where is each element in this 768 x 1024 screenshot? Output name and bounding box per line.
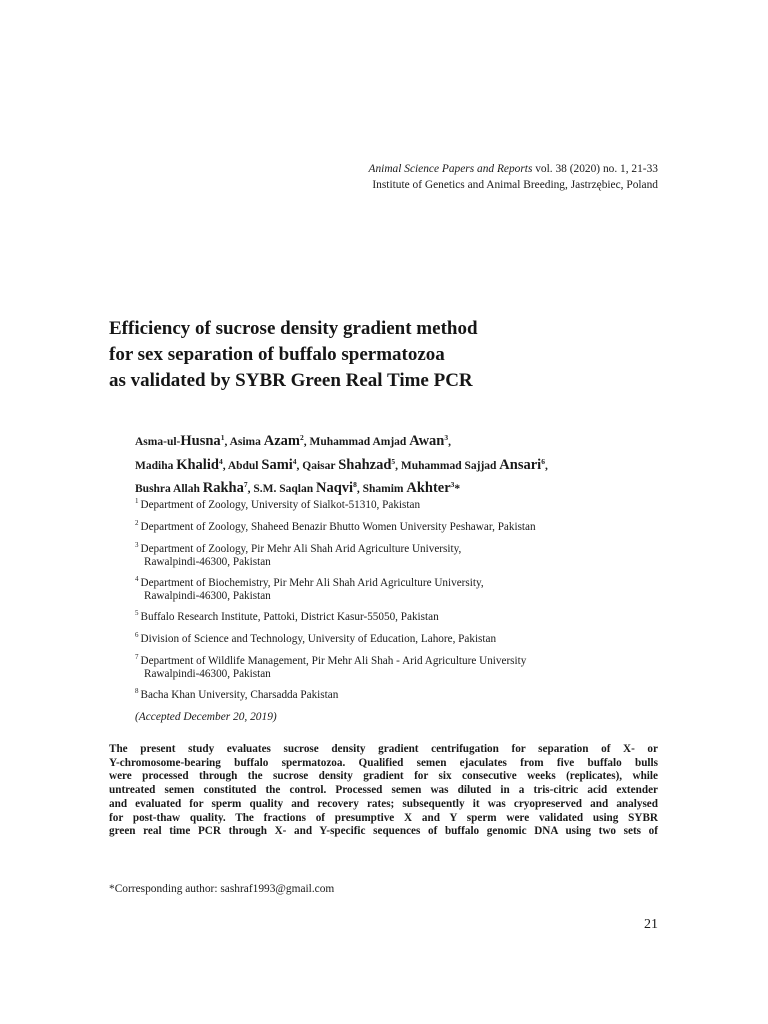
affiliation: $^6$ Division of Science and Technology, University of Education, Lahore, Pakistan (135, 631, 497, 645)
author-name: Qaisar Shahzad$^5$ (302, 456, 396, 473)
affiliation: $^3$ Department of Zoology, Pir Mehr Ali Shah Arid Agriculture University, Rawalpindi-46300, Pakistan (135, 541, 462, 568)
title-line: Efficiency of sucrose density gradient method (109, 318, 478, 339)
author-line: Madiha Khalid$^4$, Abdul Sami$^4$, Qaisar Shahzad$^5$, Muhammad Sajjad Ansari$^6$, (135, 456, 548, 473)
abstract-line: were processed through the sucrose density gradient for six consecutive weeks (replicates), while (109, 770, 658, 783)
author-name: Asma-ul-Husna$^1$ (135, 433, 225, 449)
affiliation: $^5$ Buffalo Research Institute, Pattoki, District Kasur-55050, Pakistan (135, 609, 439, 623)
author-name: Madiha Khalid$^4$ (135, 456, 223, 473)
abstract-line: and evaluated for sperm quality and recovery rates; subsequently it was cryopreserved and analysed (109, 797, 658, 810)
affiliation-list (135, 497, 675, 709)
affiliation: $^2$ Department of Zoology, Shaheed Benazir Bhutto Women University Peshawar, Pakistan (135, 519, 536, 533)
abstract-line: for post-thaw quality. The fractions of presumptive X and Y sperm were validated using SYBR (109, 811, 658, 824)
author-name: Muhammad Sajjad Ansari$^6$ (400, 456, 545, 473)
journal-citation (369, 161, 658, 177)
author-name: Abdul Sami$^4$ (227, 456, 297, 473)
affiliation: $^1$ Department of Zoology, University of Sialkot-51310, Pakistan (135, 497, 421, 511)
paper-title (109, 316, 669, 394)
abstract-line: The present study evaluates sucrose density gradient centrifugation for separation of X- or (109, 743, 658, 755)
abstract-line: untreated semen constituted the control. Processed semen was diluted in a tris-citric acid extender (109, 784, 658, 797)
author-name: Muhammad Amjad Awan$^3$ (309, 433, 449, 449)
author-name: Bushra Allah Rakha$^7$ (135, 480, 248, 496)
publisher-institute: Institute of Genetics and Animal Breeding, Jastrzębiec, Poland (372, 179, 658, 191)
affiliation: $^7$ Department of Wildlife Management, Pir Mehr Ali Shah - Arid Agriculture University Rawalpindi-46300, Pakistan (135, 653, 527, 680)
abstract-line: green real time PCR through X- and Y-specific sequences of buffalo genomic DNA using two sets of (109, 825, 658, 838)
abstract (109, 743, 658, 839)
title-line: for sex separation of buffalo spermatozoa (109, 344, 445, 365)
accepted-date: (Accepted December 20, 2019) (135, 711, 277, 723)
author-name: S.M. Saqlan Naqvi$^8$ (253, 480, 357, 496)
author-line: Asma-ul-Husna$^1$, Asima Azam$^2$, Muhammad Amjad Awan$^3$, (135, 433, 451, 449)
affiliation: $^8$ Bacha Khan University, Charsadda Pakistan (135, 687, 339, 701)
title-line: as validated by SYBR Green Real Time PCR (109, 370, 473, 391)
author-name: Shamim Akhter$^3$ (362, 480, 455, 496)
page-number: 21 (644, 917, 658, 932)
author-name: Asima Azam$^2$ (229, 433, 304, 449)
volume-info: vol. 38 (2020) no. 1, 21-33 (532, 163, 658, 175)
affiliation: $^4$ Department of Biochemistry, Pir Mehr Ali Shah Arid Agriculture University, Rawalpindi-46300, Pakistan (135, 575, 484, 602)
abstract-line: Y-chromosome-bearing buffalo spermatozoa. Qualified semen ejaculates from five buffalo bulls (109, 756, 658, 769)
journal-name: Animal Science Papers and Reports (368, 163, 533, 175)
corresponding-author-footnote: *Corresponding author: sashraf1993@gmail.com (109, 883, 335, 895)
author-list (135, 430, 695, 501)
author-line: Bushra Allah Rakha$^7$, S.M. Saqlan Naqvi$^8$, Shamim Akhter$^3$* (135, 480, 461, 496)
